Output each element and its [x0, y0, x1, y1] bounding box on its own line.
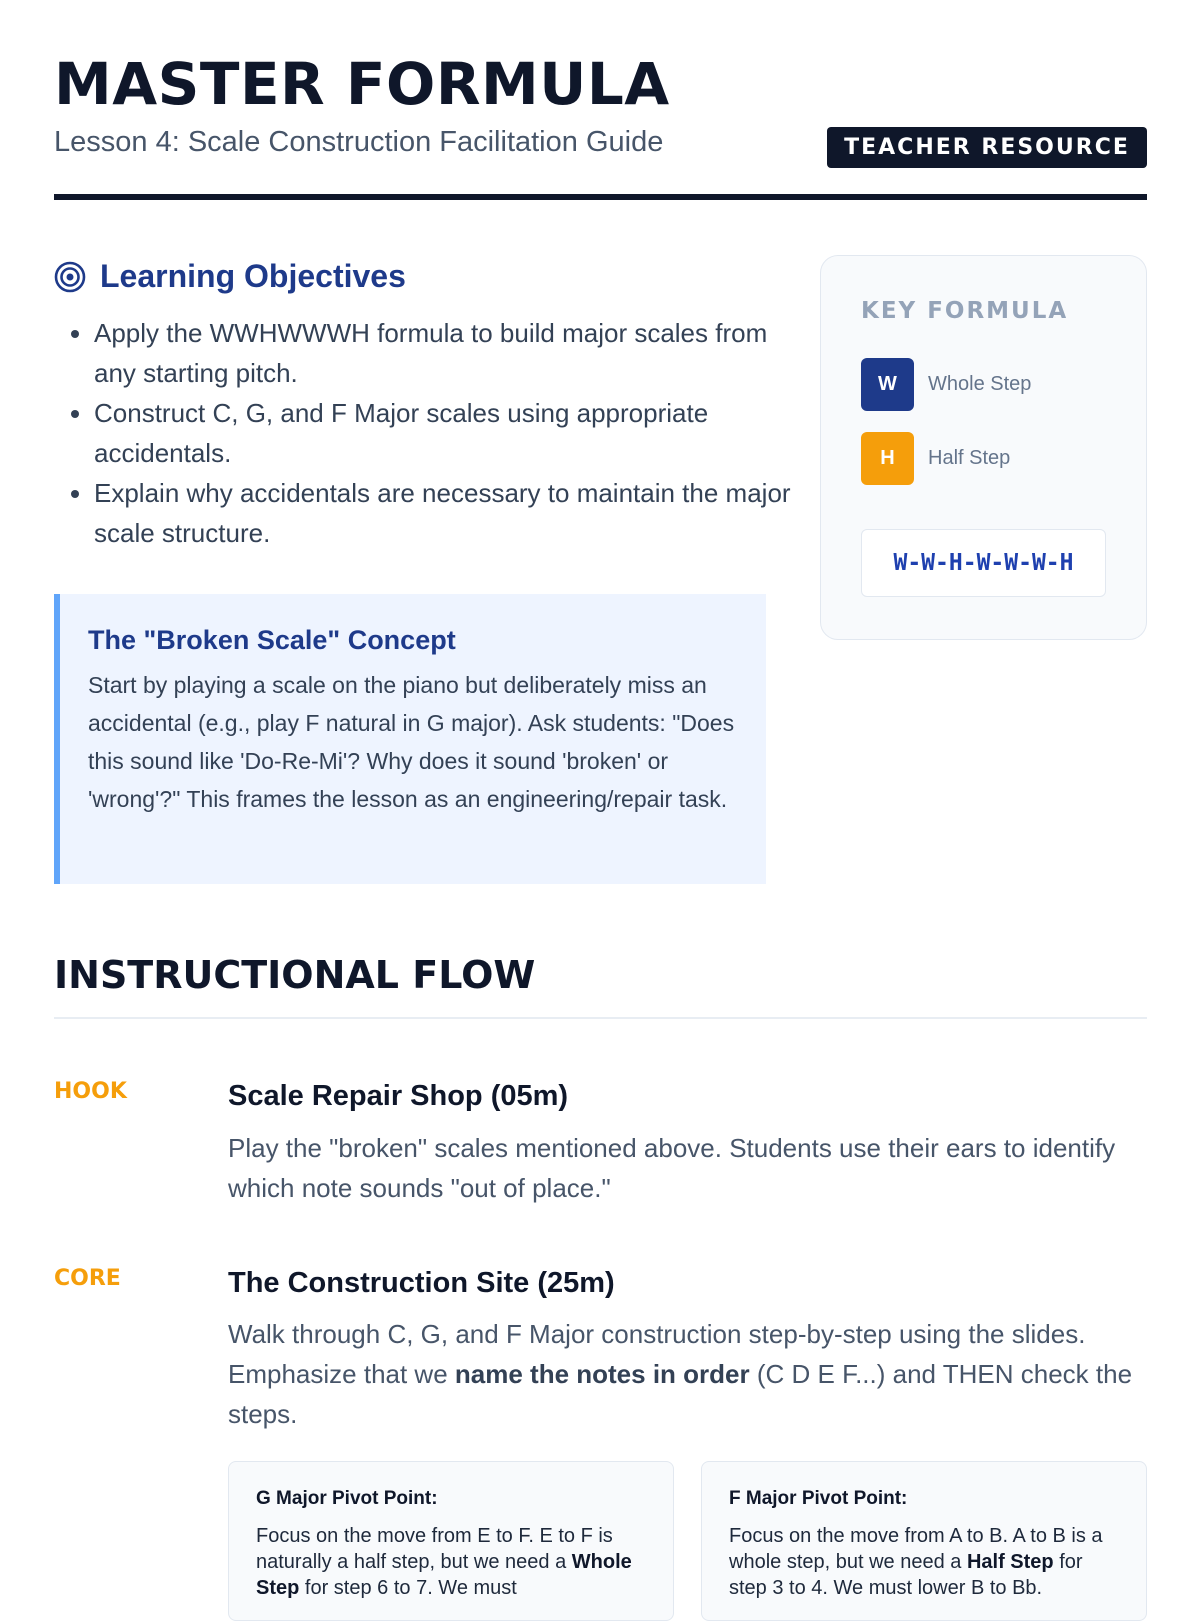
key-formula-heading: KEY FORMULA [861, 298, 1069, 324]
pivot-body: Focus on the move from A to B. A to B is a whole step, but we need a Half Step for step 3 to 4. We must lower B to Bb. [729, 1525, 1103, 1599]
objective-item: • Construct C, G, and F Major scales using appropriate accidentals. [94, 393, 814, 473]
objectives-list [54, 313, 814, 553]
core-label: CORE [54, 1266, 121, 1291]
half-step-swatch: H [861, 432, 914, 485]
objectives-heading: Learning Objectives [100, 258, 406, 294]
objective-item: • Explain why accidentals are necessary to maintain the major scale structure. [94, 473, 814, 553]
pivot-title: F Major Pivot Point: [729, 1488, 908, 1509]
core-body: Walk through C, G, and F Major construction step-by-step using the slides. Emphasize that we name the notes in order (C D E F...) and THEN check the steps. [228, 1319, 1133, 1429]
header-divider [54, 194, 1147, 200]
whole-step-label: Whole Step [928, 373, 1032, 395]
instructional-flow-heading: INSTRUCTIONAL FLOW [54, 953, 536, 997]
flow-divider [54, 1017, 1147, 1019]
emphasis-text: name the notes in order [454, 1359, 750, 1389]
f-major-pivot-card [701, 1461, 1147, 1621]
page-subtitle: Lesson 4: Scale Construction Facilitation Guide [54, 126, 664, 158]
g-major-pivot-card [228, 1461, 674, 1621]
key-formula-card [820, 255, 1147, 640]
legend-half-step [861, 432, 1010, 485]
core-title: The Construction Site (25m) [228, 1267, 615, 1299]
formula-display: W-W-H-W-W-W-H [861, 529, 1106, 597]
callout-body: Start by playing a scale on the piano but deliberately miss an accidental (e.g., play F natural in G major). Ask students: "Does this sound like 'Do-Re-Mi'? Why does it sound 'broken' or 'wrong'?" This frames the lesson as an engineering/repair task. [88, 672, 735, 813]
half-step-label: Half Step [928, 447, 1011, 469]
page-title: MASTER FORMULA [54, 50, 670, 118]
callout-title: The "Broken Scale" Concept [88, 625, 456, 655]
legend-whole-step [861, 358, 1031, 411]
broken-scale-callout [54, 594, 766, 884]
hook-label: HOOK [54, 1079, 127, 1104]
objective-item: • Apply the WWHWWWH formula to build major scales from any starting pitch. [94, 313, 814, 393]
pivot-title: G Major Pivot Point: [256, 1488, 438, 1509]
target-icon [54, 261, 86, 293]
teacher-resource-badge: TEACHER RESOURCE [827, 127, 1147, 168]
hook-body: Play the "broken" scales mentioned above. Students use their ears to identify which note sounds "out of place." [228, 1133, 1116, 1203]
hook-title: Scale Repair Shop (05m) [228, 1080, 569, 1112]
pivot-body: Focus on the move from E to F. E to F is naturally a half step, but we need a Whole Step for step 6 to 7. We must [256, 1525, 632, 1599]
whole-step-swatch: W [861, 358, 914, 411]
